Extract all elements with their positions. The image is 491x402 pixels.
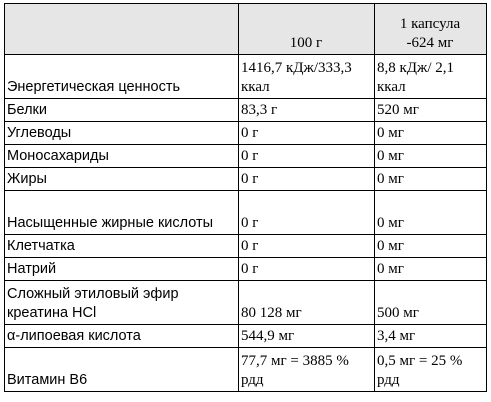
capsule-value: 0 мг [375,168,487,191]
per100-value: 0 г [239,168,375,191]
nutrient-name: Сложный этиловый эфир креатина HCl [5,281,239,325]
nutrient-name: Натрий [5,258,239,281]
header-capsule-cell [375,4,487,55]
per100-value: 0 г [239,191,375,235]
nutrient-name: Жиры [5,168,239,191]
nutrition-table [4,3,487,392]
capsule-value: 520 мг [375,99,487,122]
nutrient-name: Белки [5,99,239,122]
per100-value: 544,9 мг [239,325,375,348]
capsule-value: 0 мг [375,122,487,145]
nutrient-name: α-липоевая кислота [5,325,239,348]
table-row [5,348,487,392]
table-row [5,258,487,281]
nutrient-name: Моносахариды [5,145,239,168]
header-capsule-line1: 1 капсула [399,16,461,32]
table-header-row [5,4,487,55]
table-row [5,325,487,348]
per100-value: 77,7 мг = 3885 % рдд [239,348,375,392]
table-row [5,145,487,168]
per100-value: 0 г [239,258,375,281]
per100-value: 0 г [239,235,375,258]
capsule-value: 3,4 мг [375,325,487,348]
table-row [5,281,487,325]
capsule-value: 500 мг [375,281,487,325]
header-name-cell [5,4,239,55]
nutrient-name: Углеводы [5,122,239,145]
table-row [5,55,487,99]
nutrient-name: Клетчатка [5,235,239,258]
capsule-value: 0 мг [375,258,487,281]
table-row [5,99,487,122]
table-row [5,168,487,191]
per100-value: 0 г [239,122,375,145]
nutrient-name: Энергетическая ценность [5,55,239,99]
nutrient-name: Витамин B6 [5,348,239,392]
capsule-value: 0,5 мг = 25 % рдд [375,348,487,392]
per100-value: 0 г [239,145,375,168]
capsule-value: 0 мг [375,191,487,235]
capsule-value: 8,8 кДж/ 2,1 ккал [375,55,487,99]
header-per100-cell: 100 г [239,4,375,55]
table-row [5,191,487,235]
capsule-value: 0 мг [375,145,487,168]
nutrient-name: Насыщенные жирные кислоты [5,191,239,235]
per100-value: 1416,7 кДж/333,3 ккал [239,55,375,99]
header-capsule-line2: -624 мг [406,35,454,51]
table-row [5,122,487,145]
per100-value: 80 128 мг [239,281,375,325]
table-row [5,235,487,258]
per100-value: 83,3 г [239,99,375,122]
capsule-value: 0 мг [375,235,487,258]
